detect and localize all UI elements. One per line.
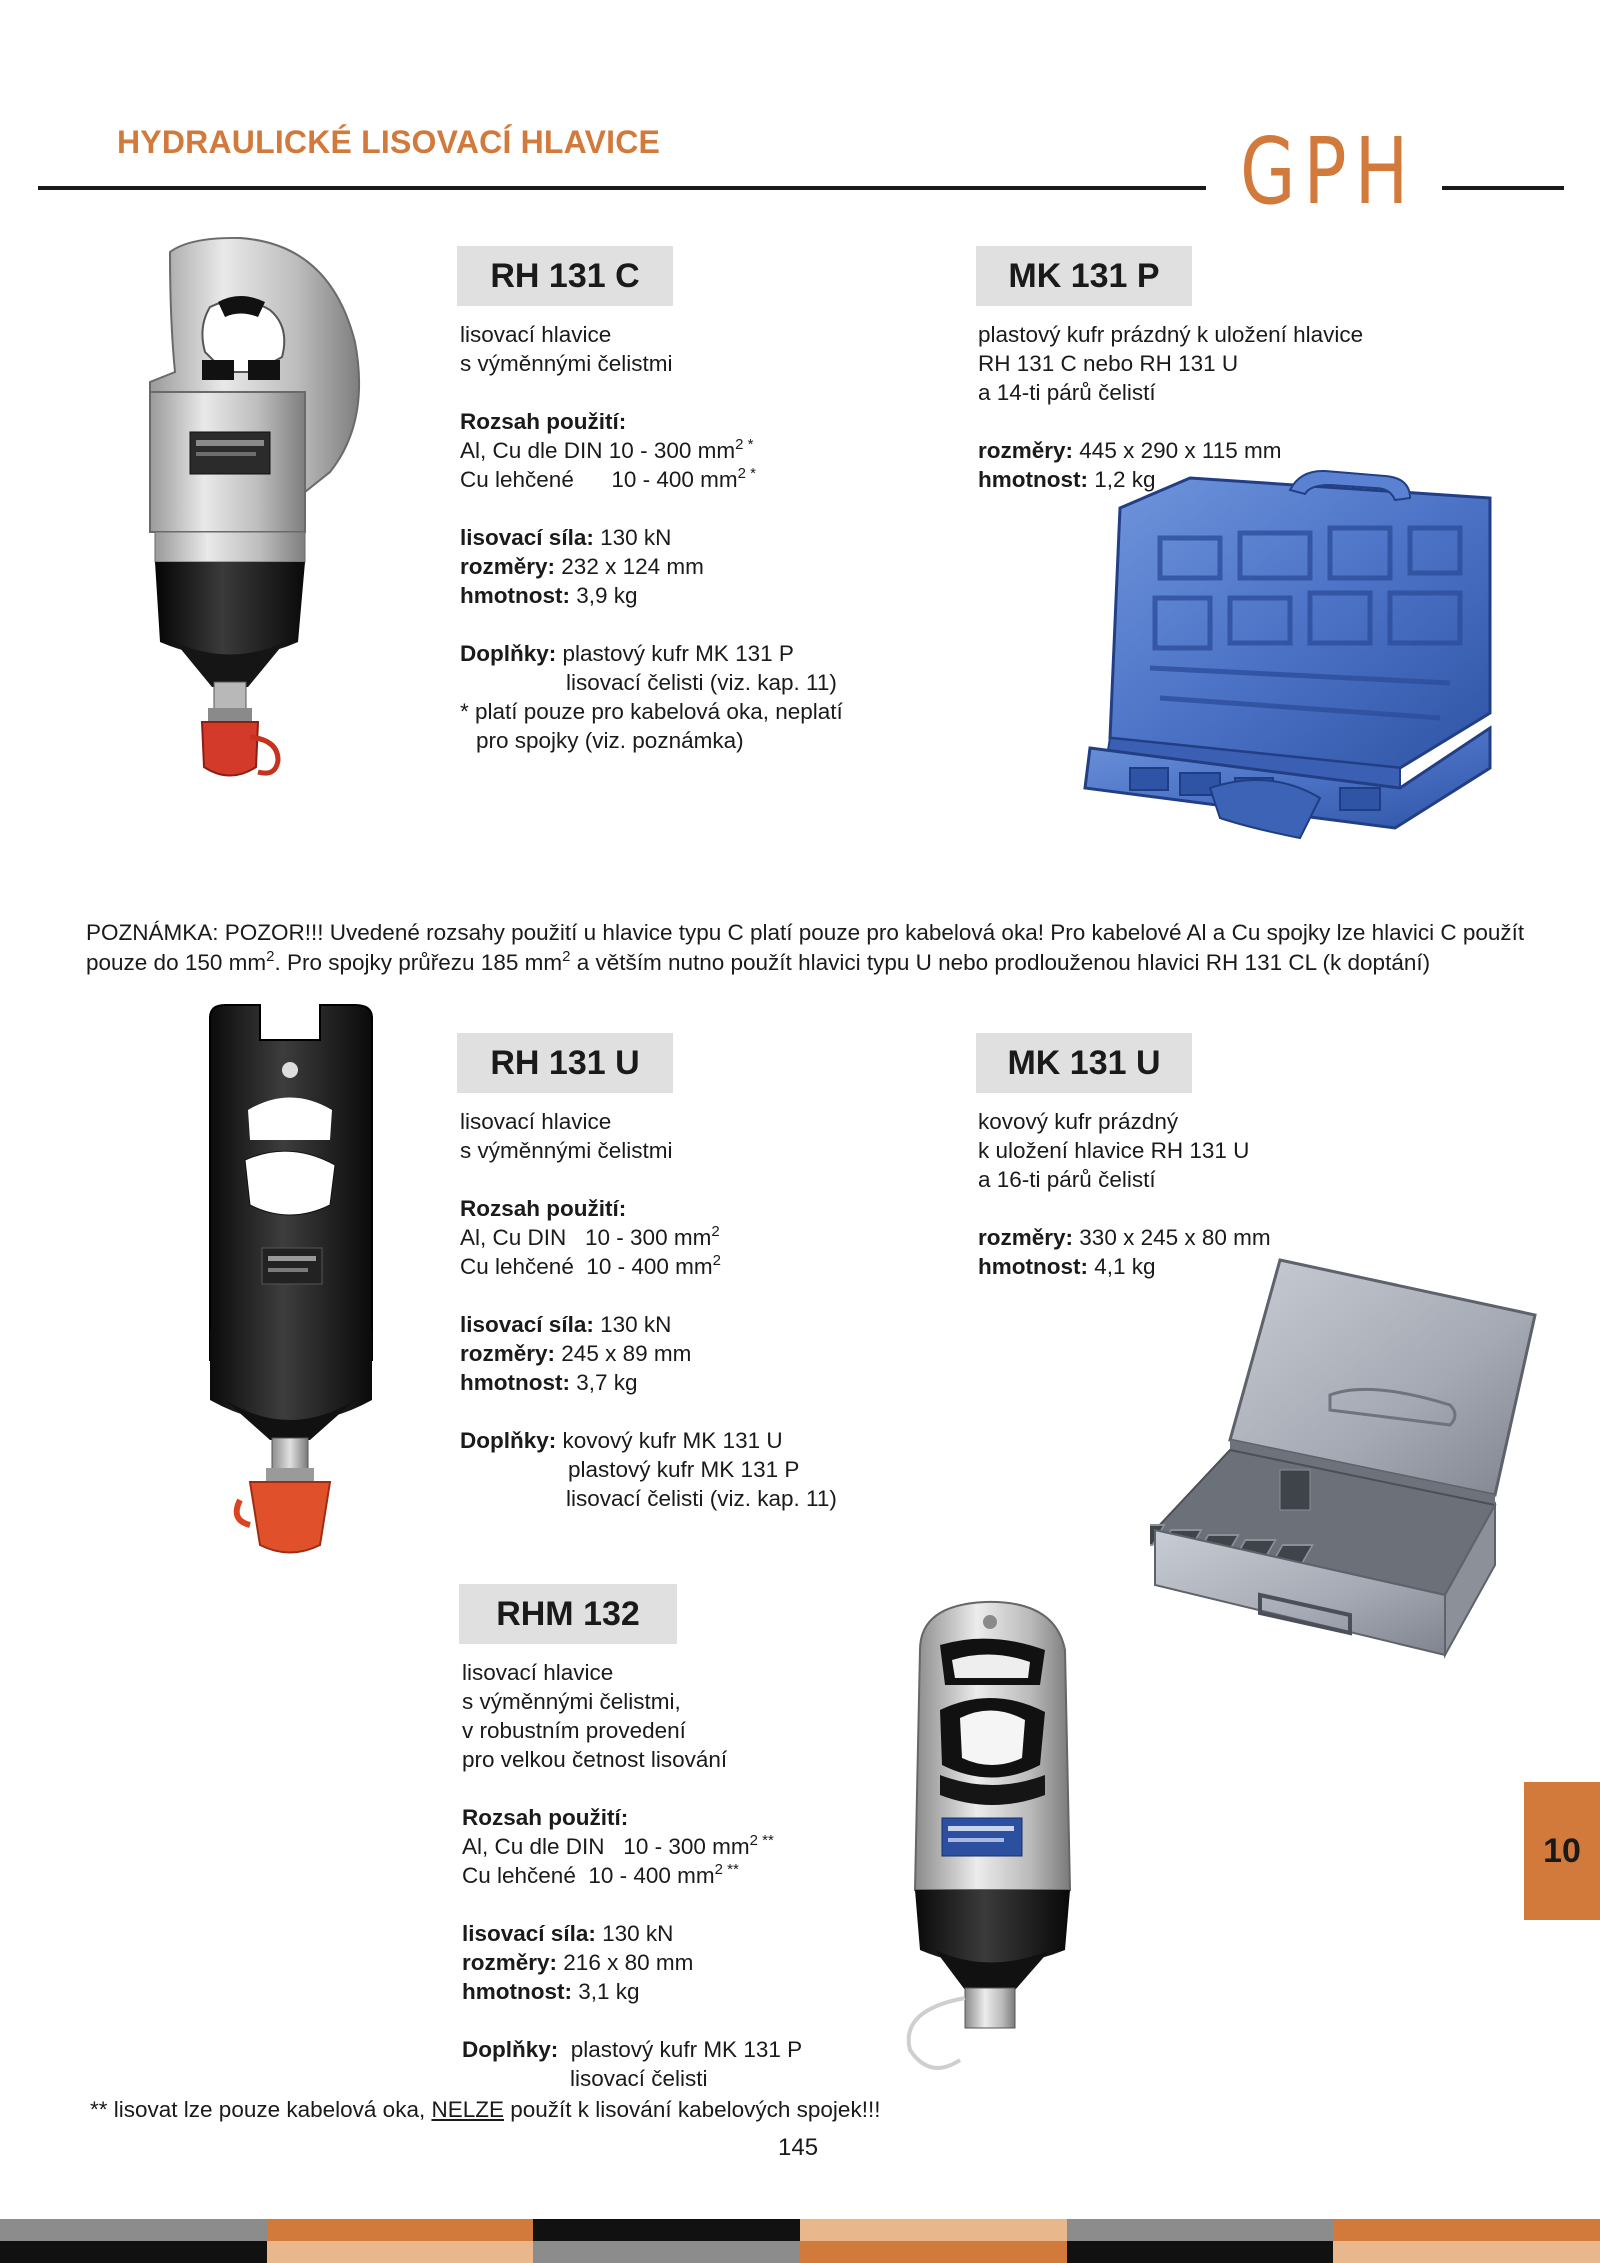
- mk131p-model-label: MK 131 P: [976, 246, 1192, 306]
- rhm132-weight-label: hmotnost:: [462, 1979, 572, 2004]
- rh131c-dims-value: 232 x 124 mm: [555, 554, 704, 579]
- rh131c-product-image: [130, 232, 380, 792]
- rhm132-range-2: Cu lehčené 10 - 400 mm: [462, 1863, 715, 1888]
- rh131u-dims-label: rozměry:: [460, 1341, 556, 1366]
- rh131c-range-2-sup: 2 *: [737, 465, 756, 482]
- rh131c-range-1: Al, Cu dle DIN 10 - 300 mm: [460, 438, 736, 463]
- footnote-post: použít k lisování kabelových spojek!!!: [504, 2097, 881, 2122]
- mk131p-weight-value: 1,2 kg: [1087, 467, 1156, 492]
- note-line-1: POZNÁMKA: POZOR!!! Uvedené rozsahy použití u hlavice typu C platí pouze pro kabelová oka! Pro kabelové Al a Cu spojky lze hlavici C použít: [86, 920, 1525, 945]
- stripe-segment: [0, 2219, 267, 2241]
- note-line-2-part-c: a větším nutno použít hlavici typu U nebo prodlouženou hlavici RH 131 CL (k doptání): [570, 950, 1431, 975]
- rh131u-range-1-sup: 2: [711, 1223, 720, 1240]
- rh131c-force-label: lisovací síla:: [460, 525, 594, 550]
- rhm132-accessory-1: plastový kufr MK 131 P: [558, 2037, 803, 2062]
- mk131p-dims-label: rozměry:: [978, 438, 1074, 463]
- mk131p-dims-value: 445 x 290 x 115 mm: [1073, 438, 1282, 463]
- rh131c-accessory-2: lisovací čelisti (viz. kap. 11): [566, 670, 837, 695]
- stripe-row-bottom: [0, 2241, 1600, 2263]
- stripe-segment: [1333, 2241, 1600, 2263]
- rhm132-accessory-2: lisovací čelisti: [570, 2066, 708, 2091]
- page-number: 145: [778, 2134, 819, 2161]
- rhm132-range-1: Al, Cu dle DIN 10 - 300 mm: [462, 1834, 750, 1859]
- rh131c-footnote-2: pro spojky (viz. poznámka): [476, 728, 744, 753]
- rh131c-specs: [460, 320, 843, 755]
- rh131u-desc-1: lisovací hlavice: [460, 1109, 612, 1134]
- rh131c-desc-2: s výměnnými čelistmi: [460, 351, 673, 376]
- rh131u-dims-value: 245 x 89 mm: [555, 1341, 692, 1366]
- brand-logo: GPH: [1240, 118, 1417, 225]
- rhm132-desc-2: s výměnnými čelistmi,: [462, 1689, 681, 1714]
- page-footnote: [90, 2097, 880, 2123]
- rhm132-force-label: lisovací síla:: [462, 1921, 596, 1946]
- rh131u-force-label: lisovací síla:: [460, 1312, 594, 1337]
- rhm132-range-label: Rozsah použití:: [462, 1805, 629, 1830]
- rhm132-dims-value: 216 x 80 mm: [557, 1950, 694, 1975]
- note-line-2-part-a: pouze do 150 mm: [86, 950, 267, 975]
- footnote-pre: ** lisovat lze pouze kabelová oka,: [90, 2097, 432, 2122]
- mk131u-weight-value: 4,1 kg: [1087, 1254, 1156, 1279]
- rh131c-model-label: RH 131 C: [457, 246, 673, 306]
- stripe-segment: [533, 2241, 800, 2263]
- header-rule-right: [1442, 186, 1564, 190]
- chapter-tab: 10: [1524, 1782, 1600, 1920]
- mk131u-product-image: [1150, 1255, 1540, 1675]
- rh131u-desc-2: s výměnnými čelistmi: [460, 1138, 673, 1163]
- mk131p-product-image: [1070, 468, 1500, 888]
- rhm132-model-label: RHM 132: [459, 1584, 677, 1644]
- mk131p-desc-1: plastový kufr prázdný k uložení hlavice: [978, 322, 1364, 347]
- rh131c-range-1-sup: 2 *: [735, 436, 754, 453]
- footnote-emphasis: NELZE: [431, 2097, 504, 2122]
- rh131c-weight-label: hmotnost:: [460, 583, 570, 608]
- stripe-segment: [267, 2219, 534, 2241]
- rh131u-specs: [460, 1107, 837, 1513]
- stripe-segment: [800, 2241, 1067, 2263]
- mk131u-desc-2: k uložení hlavice RH 131 U: [978, 1138, 1250, 1163]
- stripe-segment: [800, 2219, 1067, 2241]
- mk131u-model-label: MK 131 U: [976, 1033, 1192, 1093]
- rh131c-weight-value: 3,9 kg: [569, 583, 638, 608]
- rh131c-desc-1: lisovací hlavice: [460, 322, 612, 347]
- stripe-row-top: [0, 2219, 1600, 2241]
- stripe-segment: [1067, 2241, 1334, 2263]
- bottom-stripes: [0, 2219, 1600, 2263]
- rh131u-range-1: Al, Cu DIN 10 - 300 mm: [460, 1225, 712, 1250]
- stripe-segment: [267, 2241, 534, 2263]
- rh131u-accessory-3: lisovací čelisti (viz. kap. 11): [566, 1486, 837, 1511]
- rh131u-accessories-label: Doplňky:: [460, 1428, 557, 1453]
- rhm132-range-1-sup: 2 **: [749, 1832, 774, 1849]
- note-line-2-sup-2: 2: [562, 948, 571, 965]
- rh131u-range-2-sup: 2: [712, 1252, 721, 1269]
- rh131u-weight-value: 3,7 kg: [569, 1370, 638, 1395]
- note-line-2-part-b: . Pro spojky průřezu 185 mm: [274, 950, 563, 975]
- rhm132-desc-3: v robustním provedení: [462, 1718, 686, 1743]
- stripe-segment: [1067, 2219, 1334, 2241]
- mk131p-weight-label: hmotnost:: [978, 467, 1088, 492]
- rh131u-weight-label: hmotnost:: [460, 1370, 570, 1395]
- rh131c-accessory-1: plastový kufr MK 131 P: [556, 641, 794, 666]
- mk131p-desc-2: RH 131 C nebo RH 131 U: [978, 351, 1239, 376]
- mk131p-desc-3: a 14-ti párů čelistí: [978, 380, 1156, 405]
- rhm132-desc-4: pro velkou četnost lisování: [462, 1747, 728, 1772]
- rhm132-range-2-sup: 2 **: [714, 1861, 739, 1878]
- rhm132-desc-1: lisovací hlavice: [462, 1660, 614, 1685]
- stripe-segment: [1333, 2219, 1600, 2241]
- rhm132-product-image: [880, 1590, 1110, 2090]
- rh131u-model-label: RH 131 U: [457, 1033, 673, 1093]
- rh131u-accessory-2: plastový kufr MK 131 P: [568, 1457, 800, 1482]
- rh131u-accessory-1: kovový kufr MK 131 U: [556, 1428, 783, 1453]
- rhm132-weight-value: 3,1 kg: [571, 1979, 640, 2004]
- page-title: HYDRAULICKÉ LISOVACÍ HLAVICE: [117, 124, 661, 160]
- mk131u-dims-label: rozměry:: [978, 1225, 1074, 1250]
- rh131c-accessories-label: Doplňky:: [460, 641, 557, 666]
- note-line-2-sup-1: 2: [266, 948, 275, 965]
- rhm132-dims-label: rozměry:: [462, 1950, 558, 1975]
- rh131c-range-2: Cu lehčené 10 - 400 mm: [460, 467, 738, 492]
- note-line-2: [86, 948, 1546, 978]
- stripe-segment: [0, 2241, 267, 2263]
- rhm132-force-value: 130 kN: [595, 1921, 674, 1946]
- rh131c-range-label: Rozsah použití:: [460, 409, 627, 434]
- mk131u-desc-3: a 16-ti párů čelistí: [978, 1167, 1156, 1192]
- rh131c-force-value: 130 kN: [593, 525, 672, 550]
- rh131u-force-value: 130 kN: [593, 1312, 672, 1337]
- rhm132-specs: [462, 1658, 802, 2093]
- mk131u-weight-label: hmotnost:: [978, 1254, 1088, 1279]
- note-paragraph: [86, 918, 1546, 978]
- rh131c-dims-label: rozměry:: [460, 554, 556, 579]
- mk131u-dims-value: 330 x 245 x 80 mm: [1073, 1225, 1271, 1250]
- mk131u-desc-1: kovový kufr prázdný: [978, 1109, 1179, 1134]
- stripe-segment: [533, 2219, 800, 2241]
- rhm132-accessories-label: Doplňky:: [462, 2037, 559, 2062]
- rh131c-footnote-1: * platí pouze pro kabelová oka, neplatí: [460, 699, 843, 724]
- rh131u-range-2: Cu lehčené 10 - 400 mm: [460, 1254, 713, 1279]
- rh131u-product-image: [190, 1000, 390, 1580]
- rh131u-range-label: Rozsah použití:: [460, 1196, 627, 1221]
- header-rule-left: [38, 186, 1206, 190]
